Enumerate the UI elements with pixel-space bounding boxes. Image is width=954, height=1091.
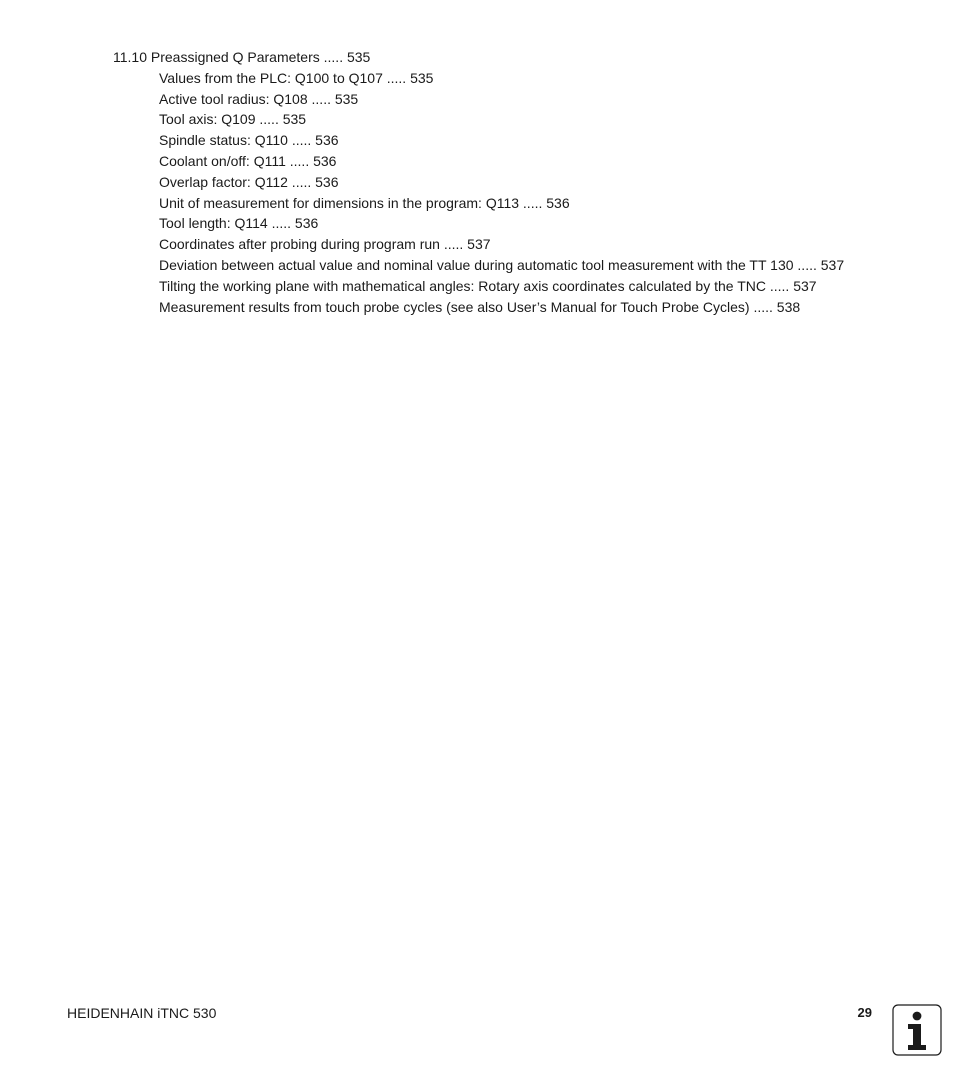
footer-product-name: HEIDENHAIN iTNC 530 <box>67 1005 217 1021</box>
toc-item-measurement-results[interactable]: Measurement results from touch probe cycles (see also User’s Manual for Touch Probe Cycles) ..... 538 <box>159 298 801 315</box>
toc-item-deviation-tool-measurement[interactable]: Deviation between actual value and nominal value during automatic tool measurement with the TT 130 ..... 537 <box>159 256 845 273</box>
toc-item-overlap-factor[interactable]: Overlap factor: Q112 ..... 536 <box>159 173 339 190</box>
toc-item-plc-values[interactable]: Values from the PLC: Q100 to Q107 ..... 535 <box>159 69 434 86</box>
page-number: 29 <box>857 1005 872 1020</box>
toc-item-tool-radius[interactable]: Active tool radius: Q108 ..... 535 <box>159 90 359 107</box>
toc-item-coordinates-after-probing[interactable]: Coordinates after probing during program run ..... 537 <box>159 236 491 253</box>
toc-item-tool-axis[interactable]: Tool axis: Q109 ..... 535 <box>159 111 307 128</box>
toc-item-tool-length[interactable]: Tool length: Q114 ..... 536 <box>159 215 319 232</box>
toc-item-tilting-working-plane[interactable]: Tilting the working plane with mathematical angles: Rotary axis coordinates calculated by the TNC ..... 537 <box>159 277 817 294</box>
toc-item-spindle-status[interactable]: Spindle status: Q110 ..... 536 <box>159 132 339 149</box>
toc-item-unit-of-measurement[interactable]: Unit of measurement for dimensions in the program: Q113 ..... 536 <box>159 194 570 211</box>
toc-section-heading[interactable]: 11.10 Preassigned Q Parameters ..... 535 <box>113 49 371 65</box>
info-icon <box>892 1004 942 1056</box>
table-of-contents <box>0 47 954 317</box>
toc-item-coolant[interactable]: Coolant on/off: Q111 ..... 536 <box>159 152 337 169</box>
